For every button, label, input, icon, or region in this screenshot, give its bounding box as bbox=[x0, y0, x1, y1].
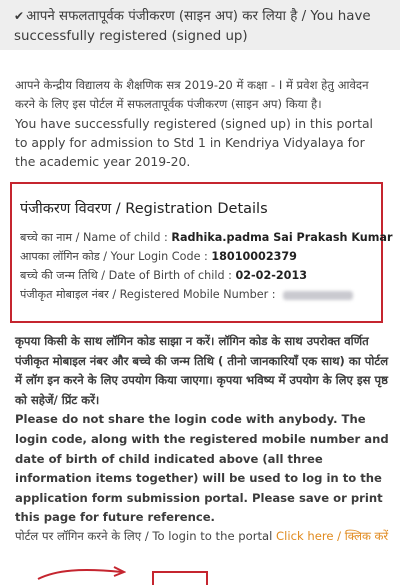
login-prefix: पोर्टल पर लॉगिन करने के लिए / To login to the portal bbox=[15, 529, 277, 543]
warning-message bbox=[15, 332, 389, 528]
dob-row bbox=[20, 266, 373, 285]
intro-hindi: आपने केन्द्रीय विद्यालय के शैक्षणिक सत्र 2019-20 में कक्षा - I में प्रवेश हेतु आवेदन करने के लिए इस पोर्टल में सफलतापूर्वक पंजीकरण (साइन अप) किया है। bbox=[15, 78, 369, 111]
arrow-annotation-icon bbox=[36, 566, 126, 580]
banner-text: आपने सफलतापूर्वक पंजीकरण (साइन अप) कर लिया है / You have successfully registered (signed up) bbox=[14, 9, 371, 44]
warning-english: Please do not share the login code with anybody. The login code, along with the registered mobile number and date of birth of child indicated above (all three information items together) will be used to log in to the application form submission portal. Please save or print this page for future reference. bbox=[15, 412, 389, 525]
login-code-label: आपका लॉगिन कोड / Your Login Code : bbox=[20, 250, 212, 263]
mobile-number-redacted bbox=[283, 291, 353, 300]
dob-label: बच्चे की जन्म तिथि / Date of Birth of child : bbox=[20, 269, 236, 282]
child-name-label: बच्चे का नाम / Name of child : bbox=[20, 231, 172, 244]
child-name-row bbox=[20, 228, 393, 247]
registration-details-box bbox=[10, 182, 393, 323]
check-circle-icon: ✔ bbox=[14, 9, 25, 23]
login-link[interactable]: Click here / क्लिक करें bbox=[276, 529, 389, 543]
success-banner bbox=[0, 0, 400, 50]
mobile-label: पंजीकृत मोबाइल नंबर / Registered Mobile Number : bbox=[20, 288, 280, 301]
highlighted-button-partial[interactable] bbox=[152, 571, 208, 585]
warning-hindi: कृपया किसी के साथ लॉगिन कोड साझा न करें। लॉगिन कोड के साथ उपरोक्त वर्णित पंजीकृत मोबाइल नंबर और बच्चे की जन्म तिथि ( तीनो जानकारियाँ एक साथ) का पोर्टल में लॉग इन करने के लिए उपयोग किया जाएगा। कृपया भविष्य में उपयोग के लिए इस पृष्ठ को सहेजें/ प्रिंट करें। bbox=[15, 334, 389, 407]
child-name-value: Radhika.padma Sai Prakash Kumar bbox=[171, 231, 393, 244]
registration-details-title: पंजीकरण विवरण / Registration Details bbox=[20, 201, 268, 217]
mobile-row bbox=[20, 285, 373, 304]
login-code-row bbox=[20, 247, 373, 266]
dob-value: 02-02-2013 bbox=[235, 269, 308, 282]
intro-message bbox=[15, 76, 387, 171]
intro-english: You have successfully registered (signed up) in this portal to apply for admission to Std 1 in Kendriya Vidyalaya for the academic year 2019-20. bbox=[15, 116, 373, 169]
login-instruction bbox=[15, 529, 400, 544]
login-code-value: 18010002379 bbox=[211, 250, 297, 263]
